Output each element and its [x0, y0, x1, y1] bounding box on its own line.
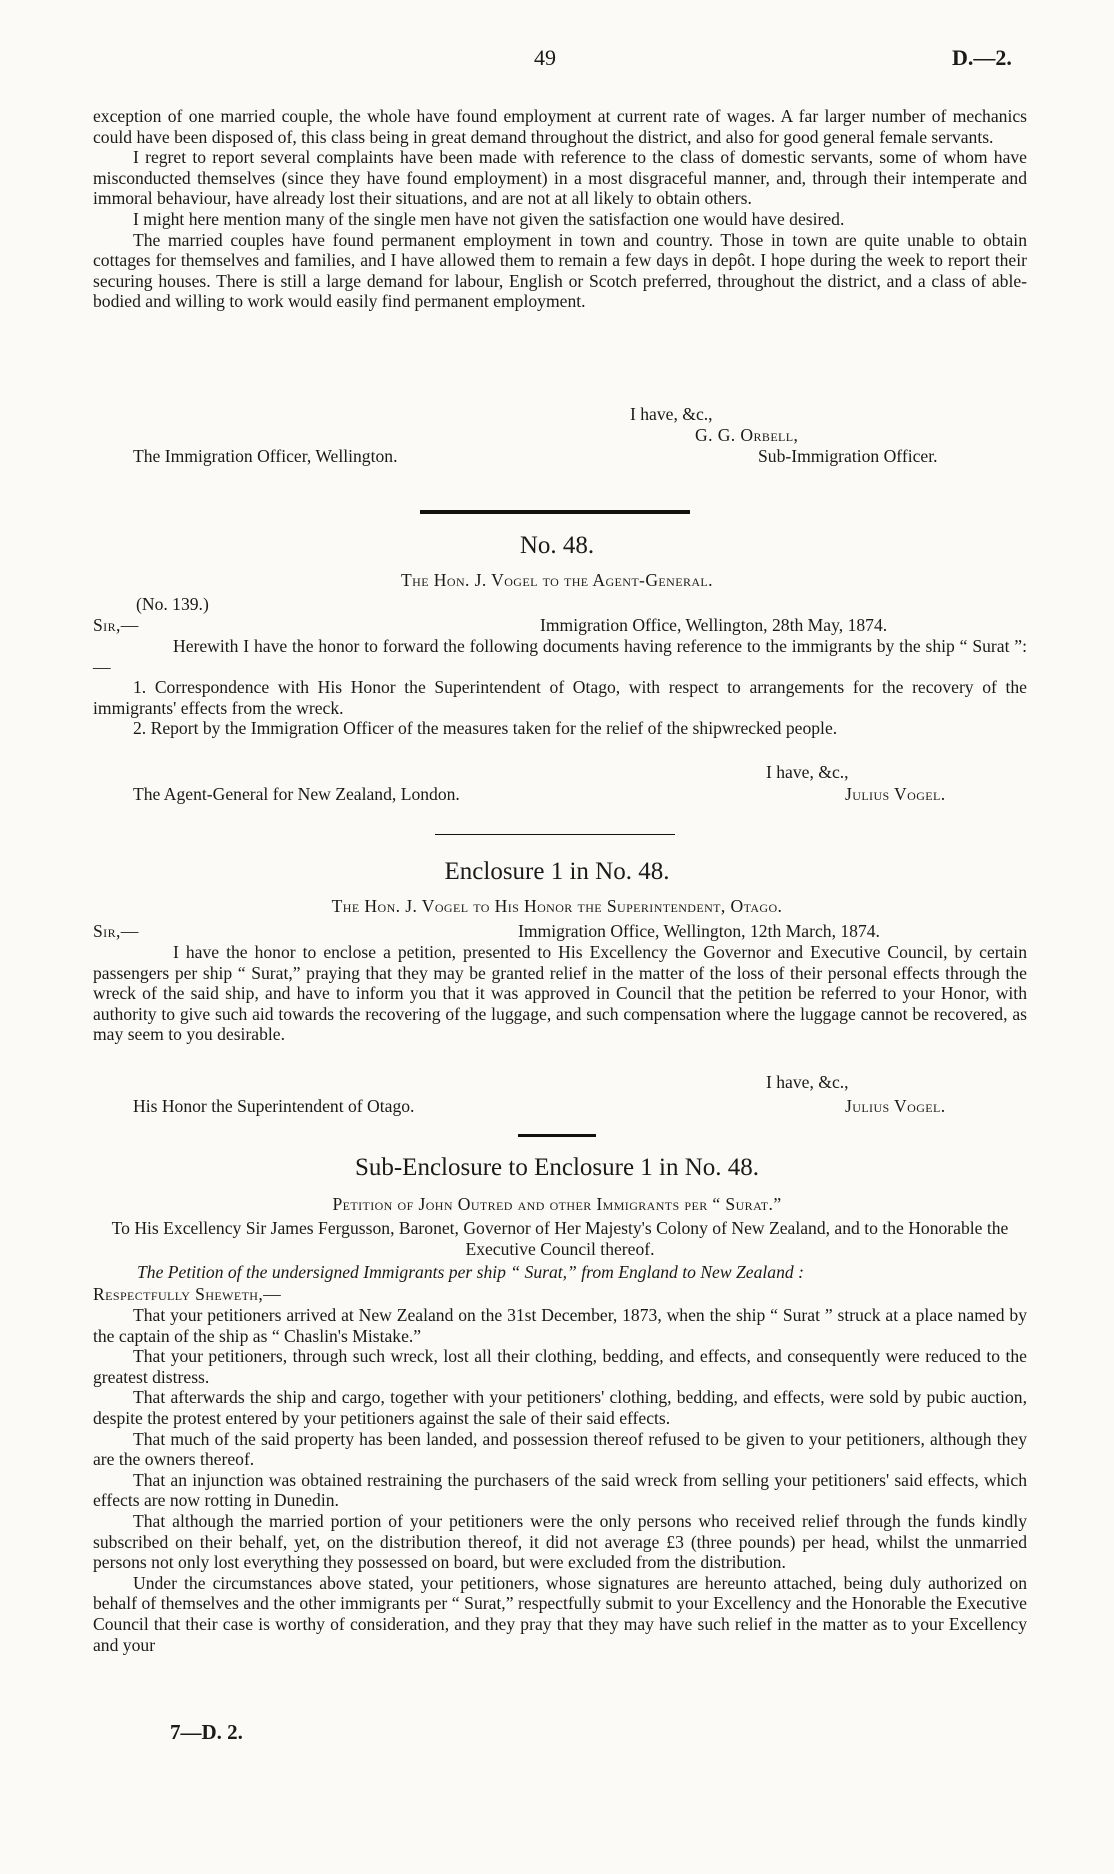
enclosure1-heading: Enclosure 1 in No. 48.: [444, 858, 670, 885]
intro-paragraph-1: exception of one married couple, the whole have found employment at current rate of wages. A far larger number of mechanics could have been disposed of, this class being in great demand throughout the district, and also for good general female servants.: [93, 106, 1027, 147]
petition-paragraph-6: That although the married portion of your petitioners were the only persons who received relief through the funds kindly subscribed on their behalf, yet, on the distribution thereof, it did not average £3 (three pounds) per head, whilst the unmarried persons not only lost everything they possessed on board, but were excluded from the distribution.: [93, 1510, 1027, 1573]
no48-subheading: The Hon. J. Vogel to the Agent-General.: [401, 570, 713, 590]
section-divider-thin: [435, 834, 675, 835]
enclosure1-salutation: Sir,—: [93, 921, 139, 941]
no48-paragraph-3: 2. Report by the Immigration Officer of the measures taken for the relief of the shipwrecked people.: [133, 718, 838, 739]
section-divider-short: [518, 1134, 596, 1137]
intro-paragraph-4: The married couples have found permanent employment in town and country. Those in town are quite unable to obtain cottages for themselves and families, and I have allowed them to remain a few days in depôt. I hope during the week to report their securing houses. There is still a large demand for labour, English or Scotch preferred, throughout the district, and a class of able-bodied and willing to work would easily find permanent employment.: [93, 229, 1027, 312]
enclosure1-dateline: Immigration Office, Wellington, 12th March, 1874.: [518, 921, 880, 941]
no48-paragraph-2: 1. Correspondence with His Honor the Superintendent of Otago, with respect to arrangements for the recovery of the immigrants' effects from the wreck.: [93, 677, 1027, 718]
petition-paragraph-4: That much of the said property has been landed, and possession thereof refused to be given to your petitioners, although they are the owners thereof.: [93, 1428, 1027, 1470]
section-divider-thick: [420, 510, 690, 514]
no48-heading: No. 48.: [519, 532, 595, 559]
no48-dateline: Immigration Office, Wellington, 28th May, 1874.: [540, 615, 888, 635]
intro-signature-title: Sub-Immigration Officer.: [758, 446, 938, 466]
petition-paragraph-2: That your petitioners, through such wreck, lost all their clothing, bedding, and effects, and consequently were reduced to the greatest distress.: [93, 1346, 1027, 1387]
no48-salutation: Sir,—: [93, 615, 139, 635]
subenclosure-heading: Sub-Enclosure to Enclosure 1 in No. 48.: [354, 1154, 760, 1181]
no48-closing: I have, &c.,: [766, 762, 849, 782]
signature-mark: 7—D. 2.: [170, 1720, 243, 1744]
no48-body: [93, 636, 1027, 739]
subenclosure-subheading: Petition of John Outred and other Immigrants per “ Surat.”: [332, 1194, 782, 1214]
intro-signature: G. G. Orbell,: [695, 425, 799, 445]
no48-addressee: The Agent-General for New Zealand, London.: [133, 784, 460, 804]
intro-section: [93, 106, 1027, 312]
subenclosure-respectfully-shewith: Respectfully Sheweth,—: [93, 1284, 282, 1304]
intro-paragraph-2: I regret to report several complaints have been made with reference to the class of domestic servants, some of whom have misconducted themselves (since they have found employment) in a most disgraceful manner, and, through their intemperate and immoral behaviour, have already lost their situations, and are not at all likely to obtain others.: [93, 147, 1027, 209]
petition-paragraph-1: That your petitioners arrived at New Zealand on the 31st December, 1873, when the ship “ Surat ” struck at a place named by the captain of the ship as “ Chaslin's Mistake.”: [93, 1305, 1027, 1346]
intro-paragraph-3: I might here mention many of the single men have not given the satisfaction one would have desired.: [133, 208, 845, 229]
petition-paragraph-3: That afterwards the ship and cargo, together with your petitioners' clothing, bedding, and effects, were sold by pubic auction, despite the protest entered by your petitioners against the sale of their said effects.: [93, 1387, 1027, 1428]
intro-addressee: The Immigration Officer, Wellington.: [133, 446, 398, 466]
subenclosure-petition-title: The Petition of the undersigned Immigrants per ship “ Surat,” from England to New Zealand :: [137, 1262, 804, 1282]
no48-reference: (No. 139.): [136, 594, 209, 614]
petition-paragraph-7: Under the circumstances above stated, your petitioners, whose signatures are hereunto attached, being duly authorized on behalf of themselves and the other immigrants per “ Surat,” respectfully submit to your Excellency and the Honorable the Executive Council that their case is worthy of consideration, and they pray that they may have such relief in the matter as to your Excellency and your: [93, 1572, 1027, 1655]
petition-paragraph-5: That an injunction was obtained restraining the purchasers of the said wreck from selling your petitioners' said effects, which effects are now rotting in Dunedin.: [93, 1469, 1027, 1511]
no48-signature: Julius Vogel.: [845, 784, 946, 804]
enclosure1-addressee: His Honor the Superintendent of Otago.: [133, 1096, 415, 1116]
enclosure1-body: [93, 942, 1027, 1045]
no48-paragraph-1: Herewith I have the honor to forward the following documents having reference to the immigrants by the ship “ Surat ”:—: [93, 636, 1027, 677]
enclosure1-signature: Julius Vogel.: [845, 1096, 946, 1116]
enclosure1-subheading: The Hon. J. Vogel to His Honor the Superintendent, Otago.: [331, 896, 783, 916]
subenclosure-body: [93, 1305, 1027, 1655]
page-number: 49: [534, 45, 556, 70]
document-reference: D.—2.: [952, 45, 1012, 70]
enclosure1-paragraph-1: I have the honor to enclose a petition, presented to His Excellency the Governor and Executive Council, by certain passengers per ship “ Surat,” praying that they may be granted relief in the matter of the loss of their personal effects through the wreck of the said ship, and have to inform you that it was approved in Council that the petition be referred to your Honor, with authority to give such aid towards the recovering of the luggage, and such compensation where the luggage cannot be recovered, as may seem to you desirable.: [93, 942, 1027, 1045]
intro-closing: I have, &c.,: [630, 404, 713, 424]
enclosure1-closing: I have, &c.,: [766, 1072, 849, 1092]
subenclosure-address: To His Excellency Sir James Fergusson, Baronet, Governor of Her Majesty's Colony of New Zealand, and to the Honorable the Executive Council thereof.: [111, 1218, 1009, 1259]
